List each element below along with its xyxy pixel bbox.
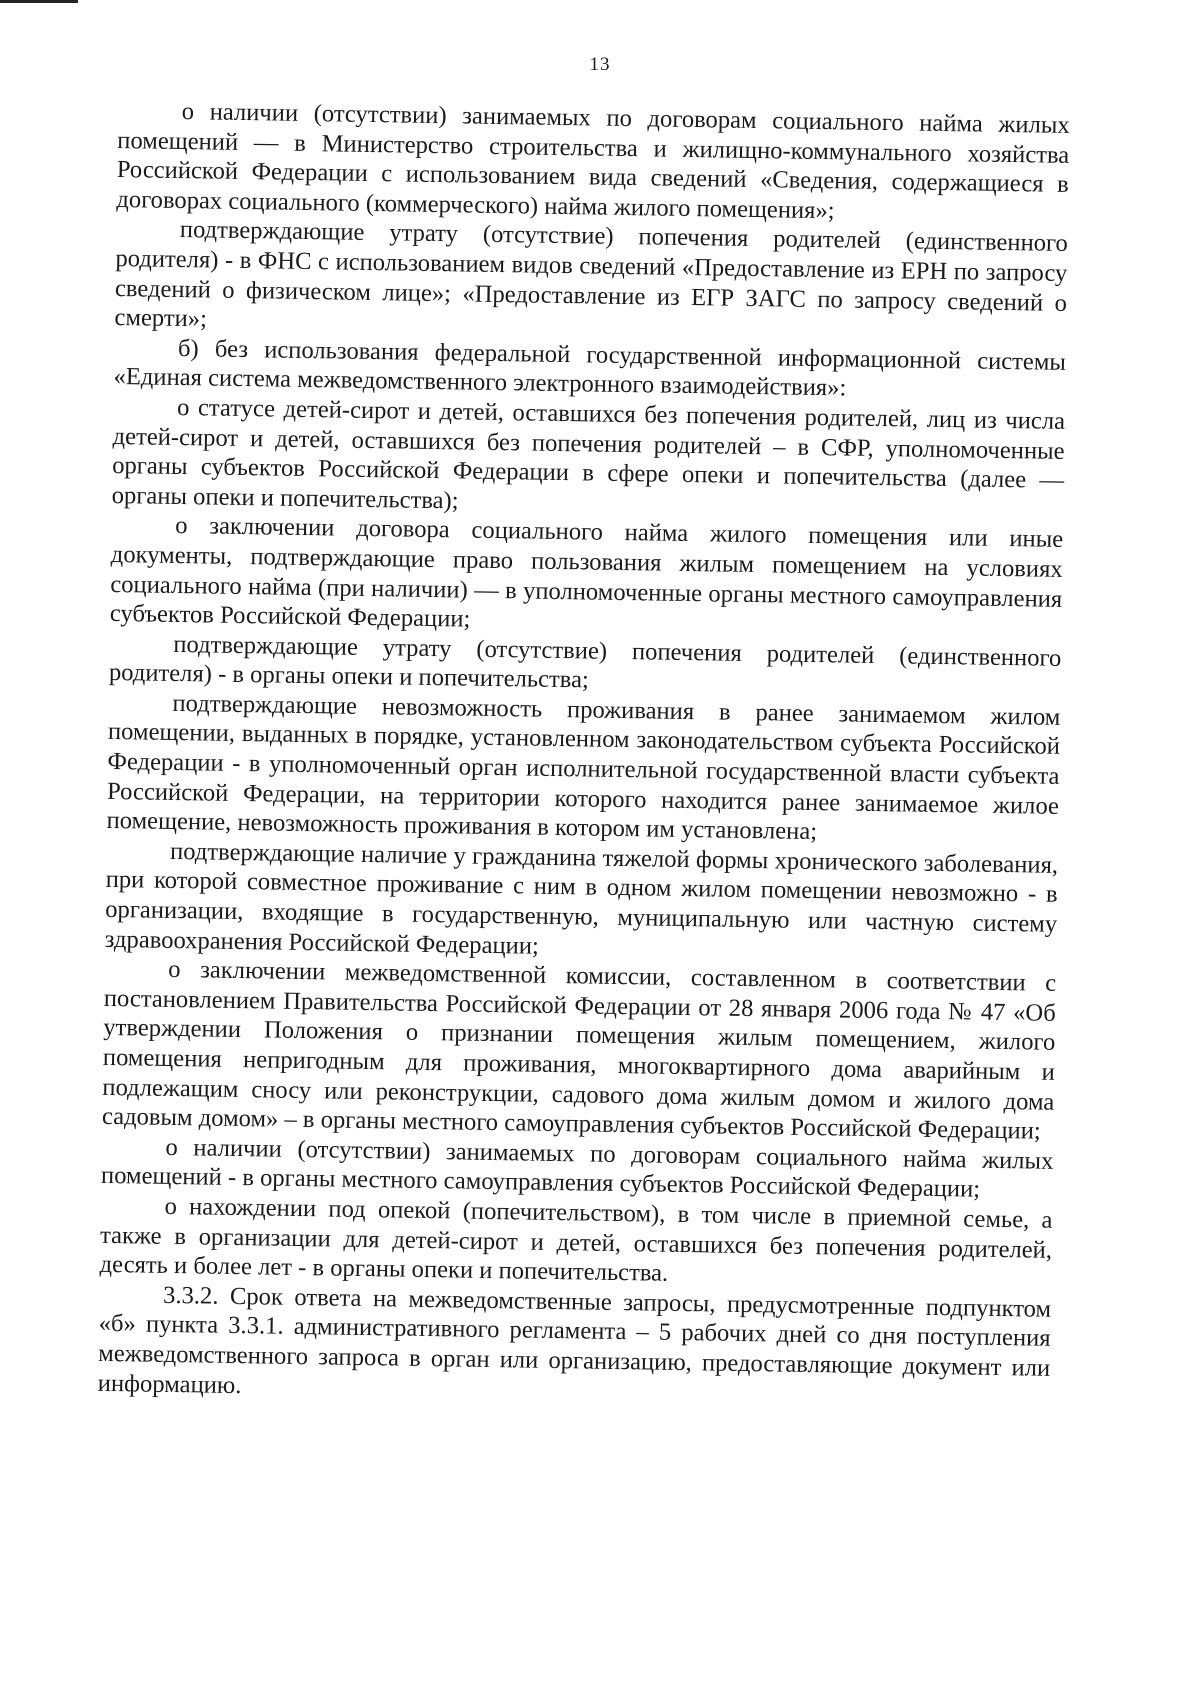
paragraph-rental-housing-ministry: о наличии (отсутствии) занимаемых по договорам социального найма жилых помещений — в Министерство строительства и жилищно-коммунального хозяйства Российской Федерации с использованием вида сведений «Сведения, содержащиеся в договорах социального (коммерческого) найма жилого помещения»; [116, 98, 1070, 225]
paragraph-rental-contract: о заключении договора социального найма жилого помещения или иные документы, подтверждающие право пользования жилым помещением на условиях социального найма (при наличии) — в уполномоченные органы местного самоуправления субъектов Российской Федерации; [109, 512, 1064, 633]
scan-corner-mark [0, 0, 78, 3]
paragraph-parental-care-guardianship: подтверждающие утрату (отсутствие) попечения родителей (единственного родителя) - в органы опеки и попечительства; [108, 630, 1062, 694]
paragraph-residence-impossibility: подтверждающие невозможность проживания в ранее занимаемом жилом помещении, выданных в порядке, установленном законодательством субъекта Российской Федерации - в уполномоченный орган исполнительной государственной власти субъекта Российской Федерации, на территории которого находится ранее занимаемое жилое помещение, невозможность проживания в котором им установлена; [106, 689, 1061, 846]
paragraph-chronic-disease: подтверждающие наличие у гражданина тяжелой формы хронического заболевания, при которой совместное проживание с ним в одном жилом помещении невозможно - в организации, входящие в государственную, муниципальную или частную систему здравоохранения Российской Федерации; [104, 837, 1059, 960]
paragraph-without-smev: б) без использования федеральной государственной информационной системы «Единая система межведомственного электронного взаимодействия»: [113, 334, 1067, 402]
paragraph-guardianship-term: о нахождении под опекой (попечительством), в том числе в приемной семье, а также в организации для детей-сирот и детей, оставшихся без попечения родителей, десять и более лет - в органы опеки и попечительства. [99, 1192, 1053, 1287]
paragraph-parental-care-fns: подтверждающие утрату (отсутствие) попечения родителей (единственного родителя) - в ФНС с использованием видов сведений «Предоставление из ЕРН по запросу сведений о физическом лице»; «Предоставление из ЕГР ЗАГС по запросу сведений о смерти»; [114, 216, 1069, 333]
paragraph-orphan-status: о статусе детей-сирот и детей, оставшихся без попечения родителей, лиц из числа детей-сирот и детей, оставшихся без попечения родителей – в СФР, уполномоченные органы субъектов Российской Федерации в сфере опеки и попечительства (далее — органы опеки и попечительства); [111, 393, 1066, 515]
document-body [98, 96, 1070, 1413]
paragraph-response-deadline: 3.3.2. Срок ответа на межведомственные запросы, предусмотренные подпунктом «б» пункта 3.3.1. административного регламента – 5 рабочих дней со дня поступления межведомственного запроса в орган или организацию, предоставляющие документ или информацию. [97, 1281, 1052, 1399]
paragraph-rental-housing-local: о наличии (отсутствии) занимаемых по договорам социального найма жилых помещений - в органы местного самоуправления субъектов Российской Федерации; [100, 1133, 1054, 1204]
page-number: 13 [589, 54, 611, 75]
paragraph-interdepartmental-commission: о заключении межведомственной комиссии, составленном в соответствии с постановлением Правительства Российской Федерации от 28 января 2006 года № 47 «Об утверждении Положения о признании помещения жилым помещением, жилого помещения непригодным для проживания, многоквартирного дома аварийным и подлежащим сносу или реконструкции, садового дома жилым домом и жилого дома садовым домом» – в органы местного самоуправления субъектов Российской Федерации; [101, 956, 1057, 1145]
